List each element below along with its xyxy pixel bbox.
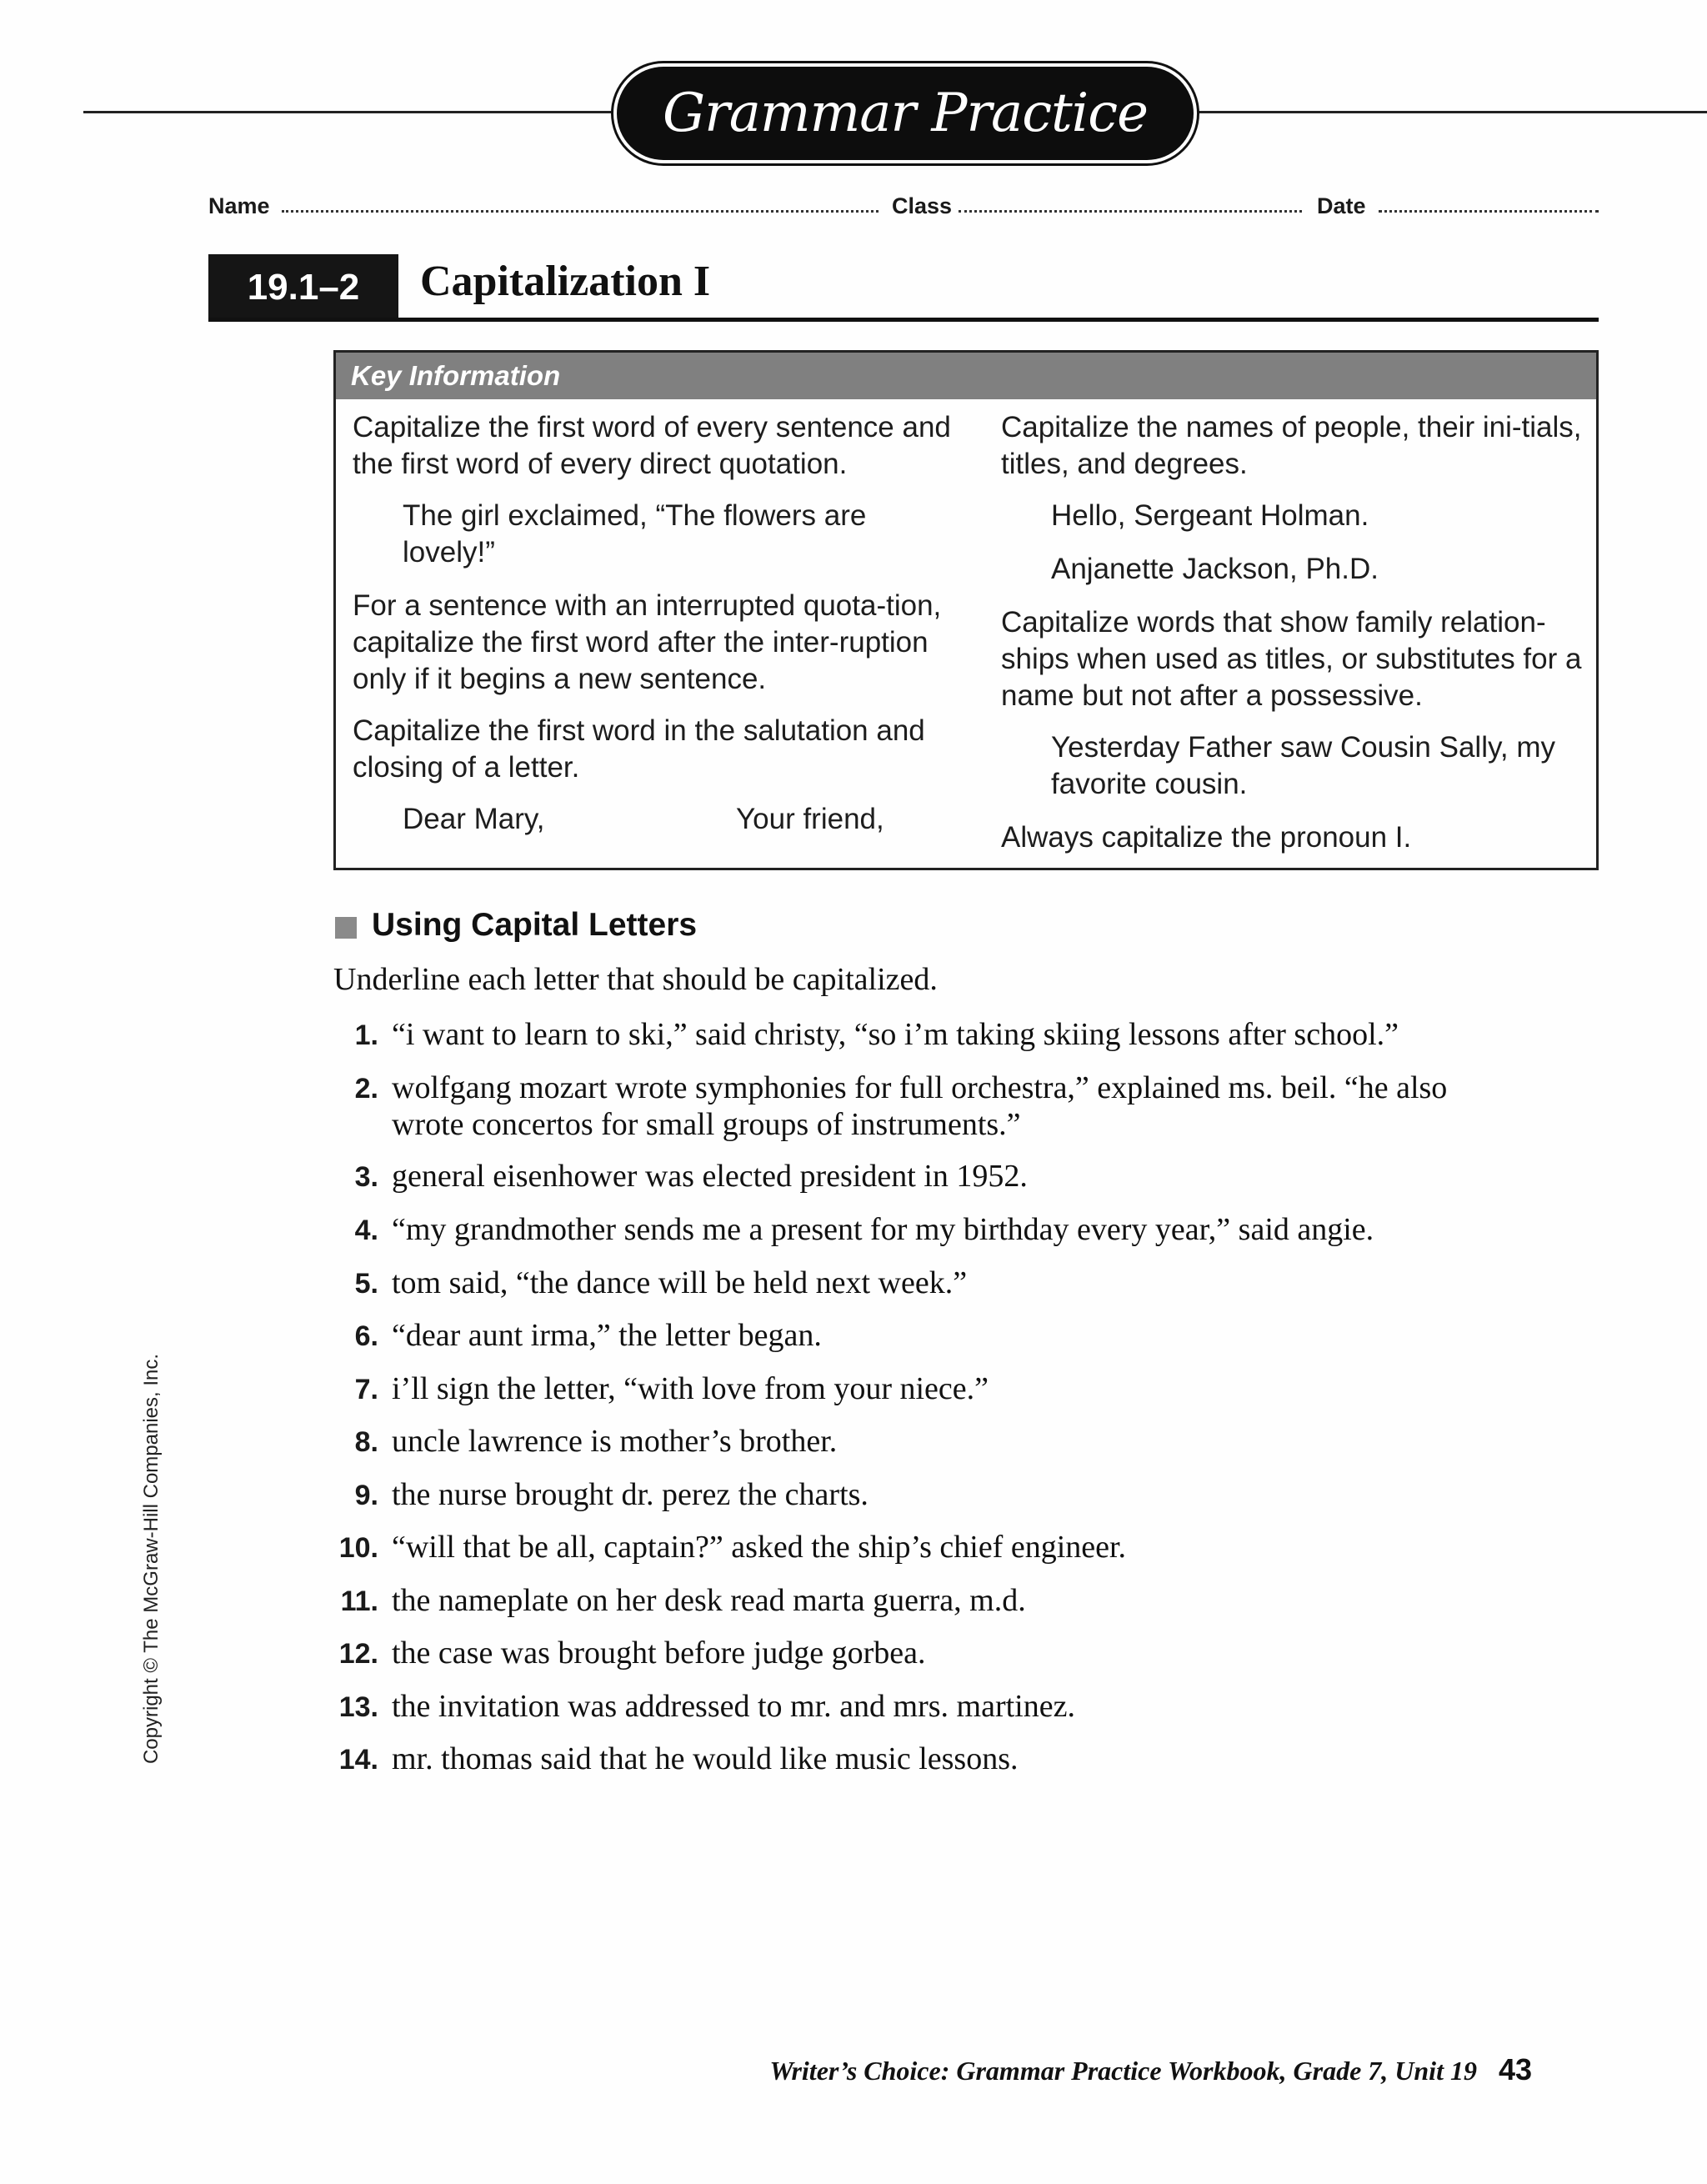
- item-number: 7.: [354, 1374, 378, 1405]
- example-title: Hello, Sergeant Holman.: [1051, 499, 1369, 532]
- rule-pronoun-i: Always capitalize the pronoun I.: [1001, 821, 1412, 854]
- item-sentence[interactable]: “dear aunt irma,” the letter began.: [392, 1318, 822, 1353]
- key-information-heading: Key Information: [336, 353, 1596, 399]
- footer-book-title: Writer’s Choice: Grammar Practice Workbook, Grade 7, Unit 19: [769, 2056, 1477, 2086]
- item-sentence[interactable]: general eisenhower was elected president in 1952.: [392, 1159, 1028, 1194]
- key-info-left-column: [353, 409, 953, 838]
- item-sentence[interactable]: mr. thomas said that he would like music lessons.: [392, 1741, 1019, 1776]
- item-sentence[interactable]: “will that be all, captain?” asked the ship’s chief engineer.: [392, 1530, 1127, 1565]
- item-number: 1.: [354, 1019, 378, 1051]
- key-information-box: [333, 350, 1599, 870]
- item-number: 11.: [340, 1585, 378, 1617]
- page-footer: [769, 2052, 1532, 2087]
- item-number: 4.: [354, 1215, 378, 1246]
- date-label: Date: [1317, 193, 1366, 218]
- item-sentence[interactable]: the case was brought before judge gorbea.: [392, 1635, 926, 1671]
- practice-heading: Using Capital Letters: [372, 907, 698, 943]
- item-number: 12.: [338, 1638, 378, 1670]
- item-number: 13.: [338, 1691, 378, 1723]
- key-info-right-column: [1001, 409, 1584, 871]
- item-number: 3.: [354, 1161, 378, 1193]
- rule-first-word: Capitalize the first word of every sentence and the first word of every direct quotation.: [353, 411, 951, 480]
- item-number: 10.: [338, 1532, 378, 1564]
- banner-rule-right: [1194, 111, 1707, 113]
- page-number: 43: [1498, 2052, 1532, 2086]
- name-label: Name: [208, 193, 270, 218]
- item-sentence[interactable]: i’ll sign the letter, “with love from your niece.”: [392, 1371, 989, 1406]
- item-number: 6.: [354, 1320, 378, 1352]
- item-sentence[interactable]: “my grandmother sends me a present for my birthday every year,” said angie.: [392, 1212, 1374, 1247]
- item-number: 5.: [354, 1268, 378, 1300]
- name-field[interactable]: [282, 210, 879, 213]
- class-label: Class: [892, 193, 953, 218]
- item-sentence[interactable]: the nurse brought dr. perez the charts.: [392, 1477, 869, 1512]
- example-family: Yesterday Father saw Cousin Sally, my favorite cousin.: [1051, 731, 1555, 800]
- item-sentence[interactable]: wolfgang mozart wrote symphonies for full orchestra,” explained ms. beil. “he also wrote concertos for small groups of instruments.”: [392, 1070, 1448, 1142]
- item-sentence[interactable]: uncle lawrence is mother’s brother.: [392, 1424, 838, 1459]
- item-sentence[interactable]: “i want to learn to ski,” said christy, “so i’m taking skiing lessons after school.”: [392, 1017, 1399, 1052]
- rule-family: Capitalize words that show family relation-ships when used as titles, or substitutes for a name but not after a possessive.: [1001, 606, 1582, 712]
- section-rule: [208, 318, 1599, 322]
- section-title: Capitalization I: [420, 258, 711, 305]
- practice-instruction: Underline each letter that should be capitalized.: [333, 962, 938, 997]
- item-sentence[interactable]: the invitation was addressed to mr. and mrs. martinez.: [392, 1689, 1075, 1724]
- date-field[interactable]: [1379, 210, 1599, 213]
- banner-rule-left: [83, 111, 617, 113]
- example-closing: Your friend,: [736, 803, 884, 835]
- rule-interrupted-quotation: For a sentence with an interrupted quota-tion, capitalize the first word after the inter-ruption only if it begins a new sentence.: [353, 589, 942, 695]
- item-number: 14.: [338, 1744, 378, 1776]
- rule-names: Capitalize the names of people, their ini-tials, titles, and degrees.: [1001, 411, 1582, 480]
- item-number: 8.: [354, 1426, 378, 1458]
- section-bullet-square: [335, 917, 357, 939]
- item-sentence[interactable]: the nameplate on her desk read marta guerra, m.d.: [392, 1583, 1026, 1618]
- item-number: 2.: [354, 1073, 378, 1105]
- example-quotation: The girl exclaimed, “The flowers are lovely!”: [403, 499, 867, 569]
- item-sentence[interactable]: tom said, “the dance will be held next week.”: [392, 1265, 968, 1300]
- section-number-badge: 19.1–2: [208, 254, 398, 321]
- copyright-notice: Copyright © The McGraw-Hill Companies, Inc.: [140, 1353, 163, 1765]
- rule-salutation: Capitalize the first word in the salutation and closing of a letter.: [353, 714, 925, 784]
- example-salutation: Dear Mary,: [403, 803, 545, 835]
- class-field[interactable]: [959, 210, 1302, 213]
- page-banner: Grammar Practice: [617, 67, 1194, 160]
- item-number: 9.: [354, 1480, 378, 1511]
- example-degree: Anjanette Jackson, Ph.D.: [1051, 553, 1379, 585]
